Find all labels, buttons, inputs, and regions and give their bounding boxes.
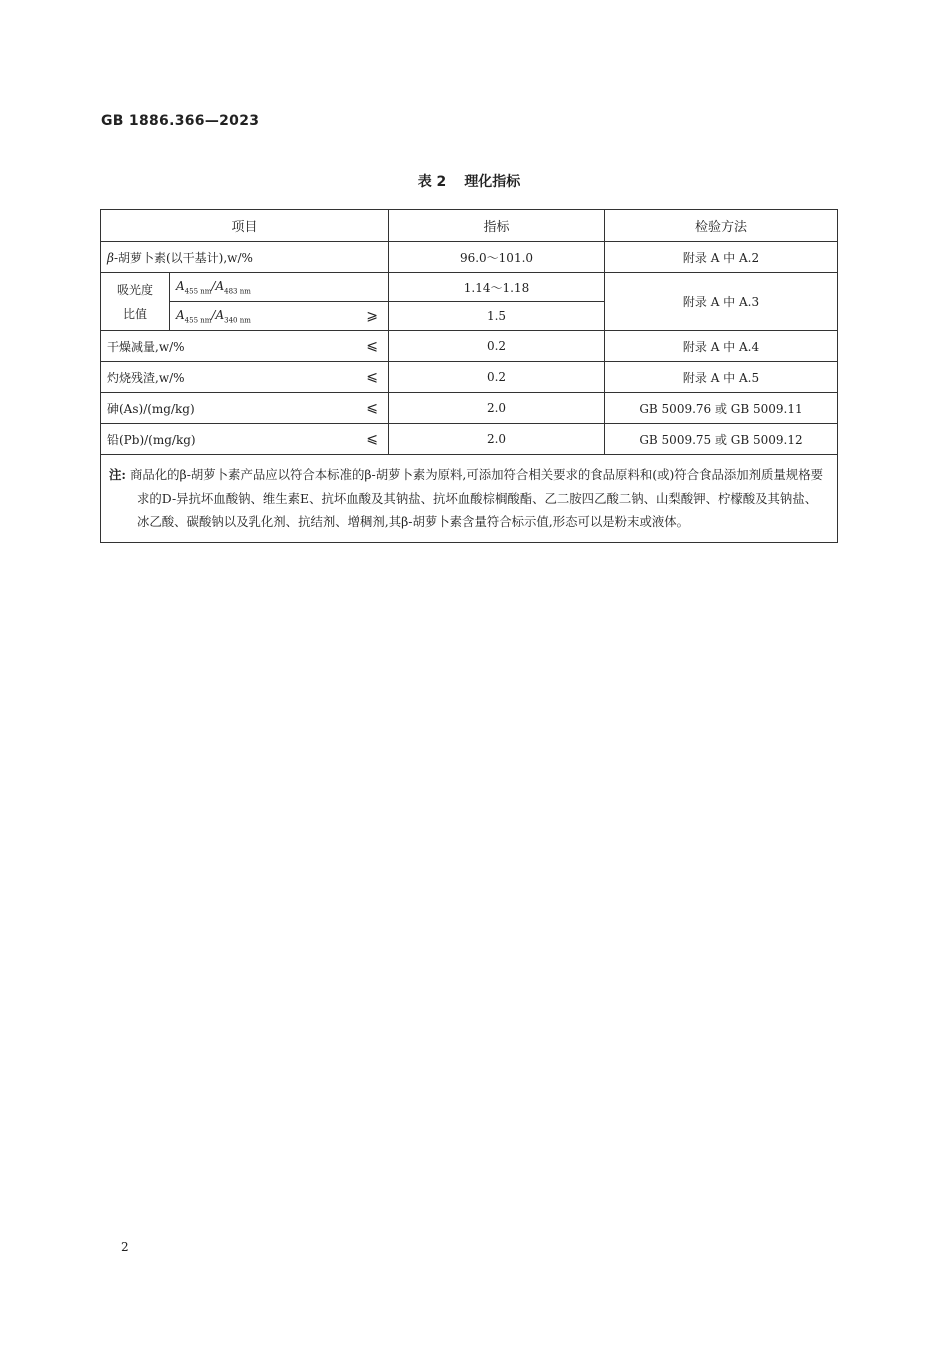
absorbance-ratio-2	[170, 302, 389, 331]
header-method: 检验方法	[605, 210, 838, 242]
table-header-row	[101, 210, 838, 242]
arsenic-value: 2.0	[389, 393, 605, 424]
ratio-2-comparator: ⩾	[366, 307, 378, 324]
lead-method: GB 5009.75 或 GB 5009.12	[605, 424, 838, 455]
ignition-residue-item: 灼烧残渣,w/%	[107, 370, 185, 385]
lead-item: 铅(Pb)/(mg/kg)	[107, 432, 196, 447]
drying-loss-comparator: ⩽	[366, 338, 378, 354]
arsenic-item: 砷(As)/(mg/kg)	[107, 401, 195, 416]
beta-carotene-method: 附录 A 中 A.2	[605, 242, 838, 273]
drying-loss-value: 0.2	[389, 331, 605, 362]
lead-comparator: ⩽	[366, 431, 378, 447]
beta-carotene-item	[101, 242, 389, 273]
absorbance-label	[101, 273, 170, 331]
lead-value: 2.0	[389, 424, 605, 455]
beta-symbol: β	[107, 250, 114, 265]
row-ignition-residue	[101, 362, 838, 393]
drying-loss-method: 附录 A 中 A.4	[605, 331, 838, 362]
arsenic-comparator: ⩽	[366, 400, 378, 416]
row-lead	[101, 424, 838, 455]
absorbance-method: 附录 A 中 A.3	[605, 273, 838, 331]
drying-loss-item: 干燥减量,w/%	[107, 339, 185, 354]
physicochemical-spec-table	[100, 209, 838, 543]
absorbance-ratio-1	[170, 273, 389, 302]
arsenic-method: GB 5009.76 或 GB 5009.11	[605, 393, 838, 424]
header-item: 项目	[101, 210, 389, 242]
beta-carotene-value: 96.0～101.0	[389, 242, 605, 273]
row-beta-carotene	[101, 242, 838, 273]
table-caption	[0, 171, 938, 191]
row-arsenic	[101, 393, 838, 424]
standard-code: GB 1886.366—2023	[101, 113, 260, 129]
page-number: 2	[121, 1240, 129, 1254]
ignition-residue-value: 0.2	[389, 362, 605, 393]
absorbance-label-line2: 比值	[122, 306, 147, 321]
note-label: 注:	[109, 467, 126, 482]
absorbance-label-line1: 吸光度	[116, 282, 153, 297]
absorbance-ratio-1-value: 1.14～1.18	[389, 273, 605, 302]
ignition-residue-method: 附录 A 中 A.5	[605, 362, 838, 393]
row-absorbance-ratio-1	[101, 273, 838, 302]
header-value: 指标	[389, 210, 605, 242]
ratio-1-formula: $A_{455 nm}/A_{483 nm}$	[176, 278, 251, 296]
table-caption-title: 理化指标	[464, 174, 521, 190]
table-note	[101, 455, 838, 543]
note-text: 商品化的β-胡萝卜素产品应以符合本标准的β-胡萝卜素为原料,可添加符合相关要求的食品原料和(或)符合食品添加剂质量规格要求的D-异抗坏血酸钠、维生素E、抗坏血酸及其钠盐、抗坏血酸棕榈酸酯、乙二胺四乙酸二钠、山梨酸钾、柠檬酸及其钠盐、冰乙酸、碳酸钠以及乳化剂、抗结剂、增稠剂,其β-胡萝卜素含量符合标示值,形态可以是粉末或液体。	[129, 467, 823, 529]
beta-carotene-item-text: -胡萝卜素(以干基计),w/%	[113, 250, 253, 265]
ratio-2-formula: $A_{455 nm}/A_{340 nm}$	[176, 307, 251, 325]
ignition-residue-comparator: ⩽	[366, 369, 378, 385]
row-drying-loss	[101, 331, 838, 362]
absorbance-ratio-2-value: 1.5	[389, 302, 605, 331]
table-caption-number: 表 2	[417, 174, 447, 190]
row-note	[101, 455, 838, 543]
